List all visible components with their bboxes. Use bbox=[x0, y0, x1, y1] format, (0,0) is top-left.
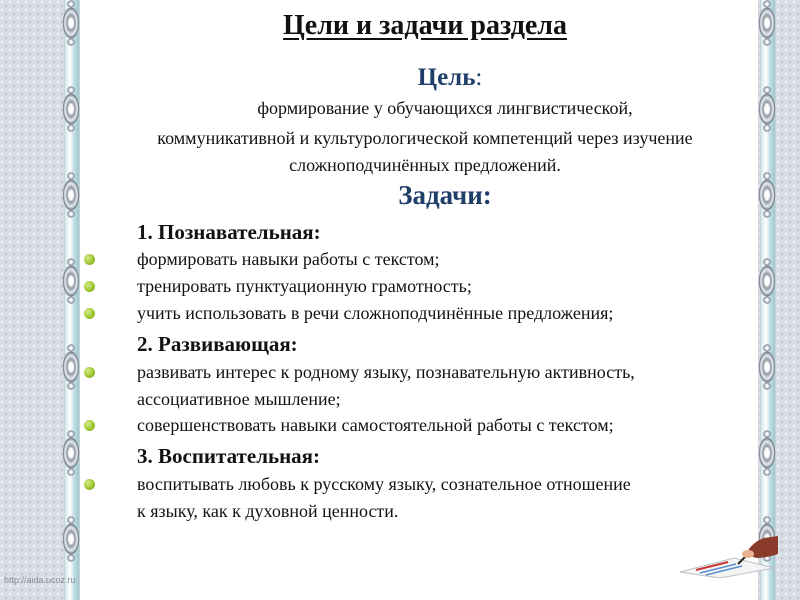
goal-text-line: коммуникативной и культурологической компетенций через изучение bbox=[157, 128, 693, 148]
bullet-icon bbox=[84, 281, 95, 292]
jewel-ornament-icon bbox=[62, 264, 80, 298]
section-title-educational: 3. Воспитательная: bbox=[137, 444, 321, 468]
list-item: формировать навыки работы с текстом; bbox=[137, 249, 440, 269]
list-item: тренировать пунктуационную грамотность; bbox=[137, 276, 472, 296]
list-item-continuation: ассоциативное мышление; bbox=[137, 389, 341, 409]
source-watermark: http://aida.ucoz.ru bbox=[4, 575, 76, 585]
jewel-ornament-icon bbox=[758, 436, 776, 470]
jewel-ornament-icon bbox=[62, 350, 80, 384]
list-item-continuation: к языку, как к духовной ценности. bbox=[137, 501, 399, 521]
goal-heading-colon: : bbox=[475, 64, 483, 91]
hand-writing-icon bbox=[676, 528, 780, 578]
bullet-icon bbox=[84, 367, 95, 378]
list-item: совершенствовать навыки самостоятельной работы с текстом; bbox=[137, 415, 614, 435]
jewel-ornament-icon bbox=[758, 264, 776, 298]
tasks-heading: Задачи: bbox=[398, 180, 492, 210]
goal-text-line: сложноподчинённых предложений. bbox=[289, 155, 561, 175]
jewel-ornament-icon bbox=[62, 522, 80, 556]
goal-text-line: формирование у обучающихся лингвистической, bbox=[257, 98, 633, 118]
bullet-icon bbox=[84, 308, 95, 319]
bullet-icon bbox=[84, 420, 95, 431]
list-item: развивать интерес к родному языку, познавательную активность, bbox=[137, 362, 635, 382]
section-title-cognitive: 1. Познавательная: bbox=[137, 220, 321, 244]
bullet-icon bbox=[84, 479, 95, 490]
bullet-icon bbox=[84, 254, 95, 265]
goal-heading bbox=[0, 64, 800, 92]
list-item: учить использовать в речи сложноподчинённые предложения; bbox=[137, 303, 614, 323]
section-title-developmental: 2. Развивающая: bbox=[137, 332, 298, 356]
list-item: воспитывать любовь к русскому языку, сознательное отношение bbox=[137, 474, 631, 494]
jewel-ornament-icon bbox=[758, 350, 776, 384]
slide-title: Цели и задачи раздела bbox=[282, 10, 568, 41]
jewel-ornament-icon bbox=[62, 436, 80, 470]
goal-heading-label: Цель bbox=[417, 64, 476, 91]
